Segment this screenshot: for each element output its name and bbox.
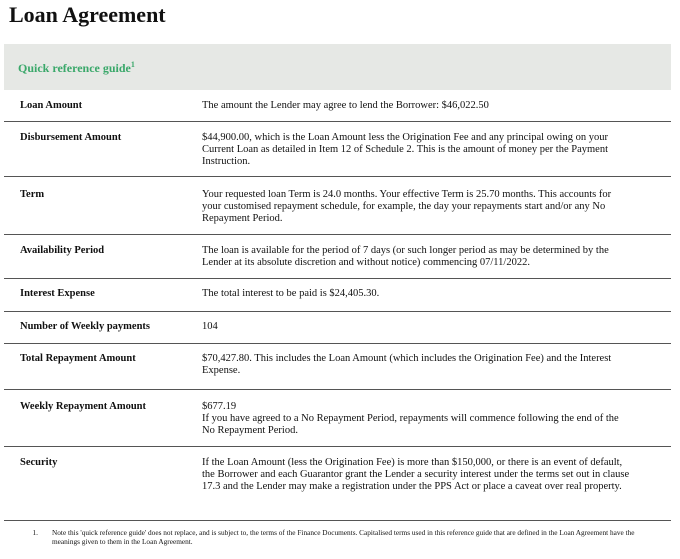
term-row-number-of-weekly-payments bbox=[4, 312, 671, 344]
term-value bbox=[202, 189, 632, 234]
term-label: Interest Expense bbox=[20, 288, 95, 299]
term-value-line: The loan is available for the period of 7 days (or such longer period as may be determined by the Lender at its absolute discretion and without notice) commencing 07/11/2022. bbox=[202, 245, 609, 268]
term-value-line: $44,900.00, which is the Loan Amount less the Origination Fee and any principal owing on your Current Loan as detailed in Item 12 of Schedule 2. This is the amount of money per the Payment Instruction. bbox=[202, 132, 609, 167]
term-row-loan-amount bbox=[4, 90, 671, 122]
term-value-line: 104 bbox=[202, 321, 218, 332]
page-title: Loan Agreement bbox=[9, 2, 166, 27]
term-row-term bbox=[4, 177, 671, 235]
term-label: Number of Weekly payments bbox=[20, 321, 150, 332]
term-label: Term bbox=[20, 189, 45, 200]
footnote-number: 1. bbox=[32, 528, 38, 537]
term-value-line: $677.19 bbox=[202, 401, 237, 412]
term-row-disbursement-amount bbox=[4, 122, 671, 177]
term-label: Loan Amount bbox=[20, 100, 83, 111]
guide-title-text: Quick reference guide bbox=[18, 61, 131, 75]
term-value-line: $70,427.80. This includes the Loan Amount (which includes the Origination Fee) and the Interest Expense. bbox=[202, 353, 612, 376]
term-label: Security bbox=[20, 457, 58, 468]
term-value bbox=[202, 321, 632, 343]
quick-reference-guide-header bbox=[4, 44, 671, 90]
term-value-line: Your requested loan Term is 24.0 months. Your effective Term is 25.70 months. This accounts for your customised repayment schedule, for example, the day your repayments start and/or any No Repayment Period. bbox=[202, 189, 612, 224]
term-row-security bbox=[4, 447, 671, 521]
term-row-weekly-repayment-amount bbox=[4, 390, 671, 447]
term-value bbox=[202, 132, 632, 176]
term-value bbox=[202, 288, 632, 311]
term-value bbox=[202, 353, 632, 389]
terms-table bbox=[4, 90, 671, 521]
term-row-total-repayment-amount bbox=[4, 344, 671, 390]
term-label: Availability Period bbox=[20, 245, 105, 256]
term-value-line: The amount the Lender may agree to lend the Borrower: $46,022.50 bbox=[202, 100, 489, 111]
term-value bbox=[202, 457, 632, 520]
footnote bbox=[4, 528, 671, 546]
guide-title bbox=[18, 61, 135, 75]
term-value-line: If the Loan Amount (less the Origination Fee) is more than $150,000, or there is an event of default, the Borrower and each Guarantor grant the Lender a security interest under the terms set out in clause 17.3 and the Lender may make a registration under the PPS Act or place a caveat over real property. bbox=[202, 457, 630, 492]
term-value bbox=[202, 100, 632, 121]
term-value-line: The total interest to be paid is $24,405.30. bbox=[202, 288, 380, 299]
term-label: Total Repayment Amount bbox=[20, 353, 136, 364]
term-value bbox=[202, 401, 632, 446]
footnote-marker: 1 bbox=[130, 60, 135, 69]
footnote-text: Note this 'quick reference guide' does not replace, and is subject to, the terms of the Finance Documents. Capitalised terms used in this reference guide that are defined in the Loan Agreement have the meanings given to them in the Loan Agreement. bbox=[52, 528, 635, 546]
term-value-line: If you have agreed to a No Repayment Period, repayments will commence following the end of the No Repayment Period. bbox=[202, 413, 619, 436]
term-row-interest-expense bbox=[4, 279, 671, 312]
term-value bbox=[202, 245, 632, 278]
term-row-availability-period bbox=[4, 235, 671, 279]
term-label: Weekly Repayment Amount bbox=[20, 401, 146, 412]
term-label: Disbursement Amount bbox=[20, 132, 122, 143]
